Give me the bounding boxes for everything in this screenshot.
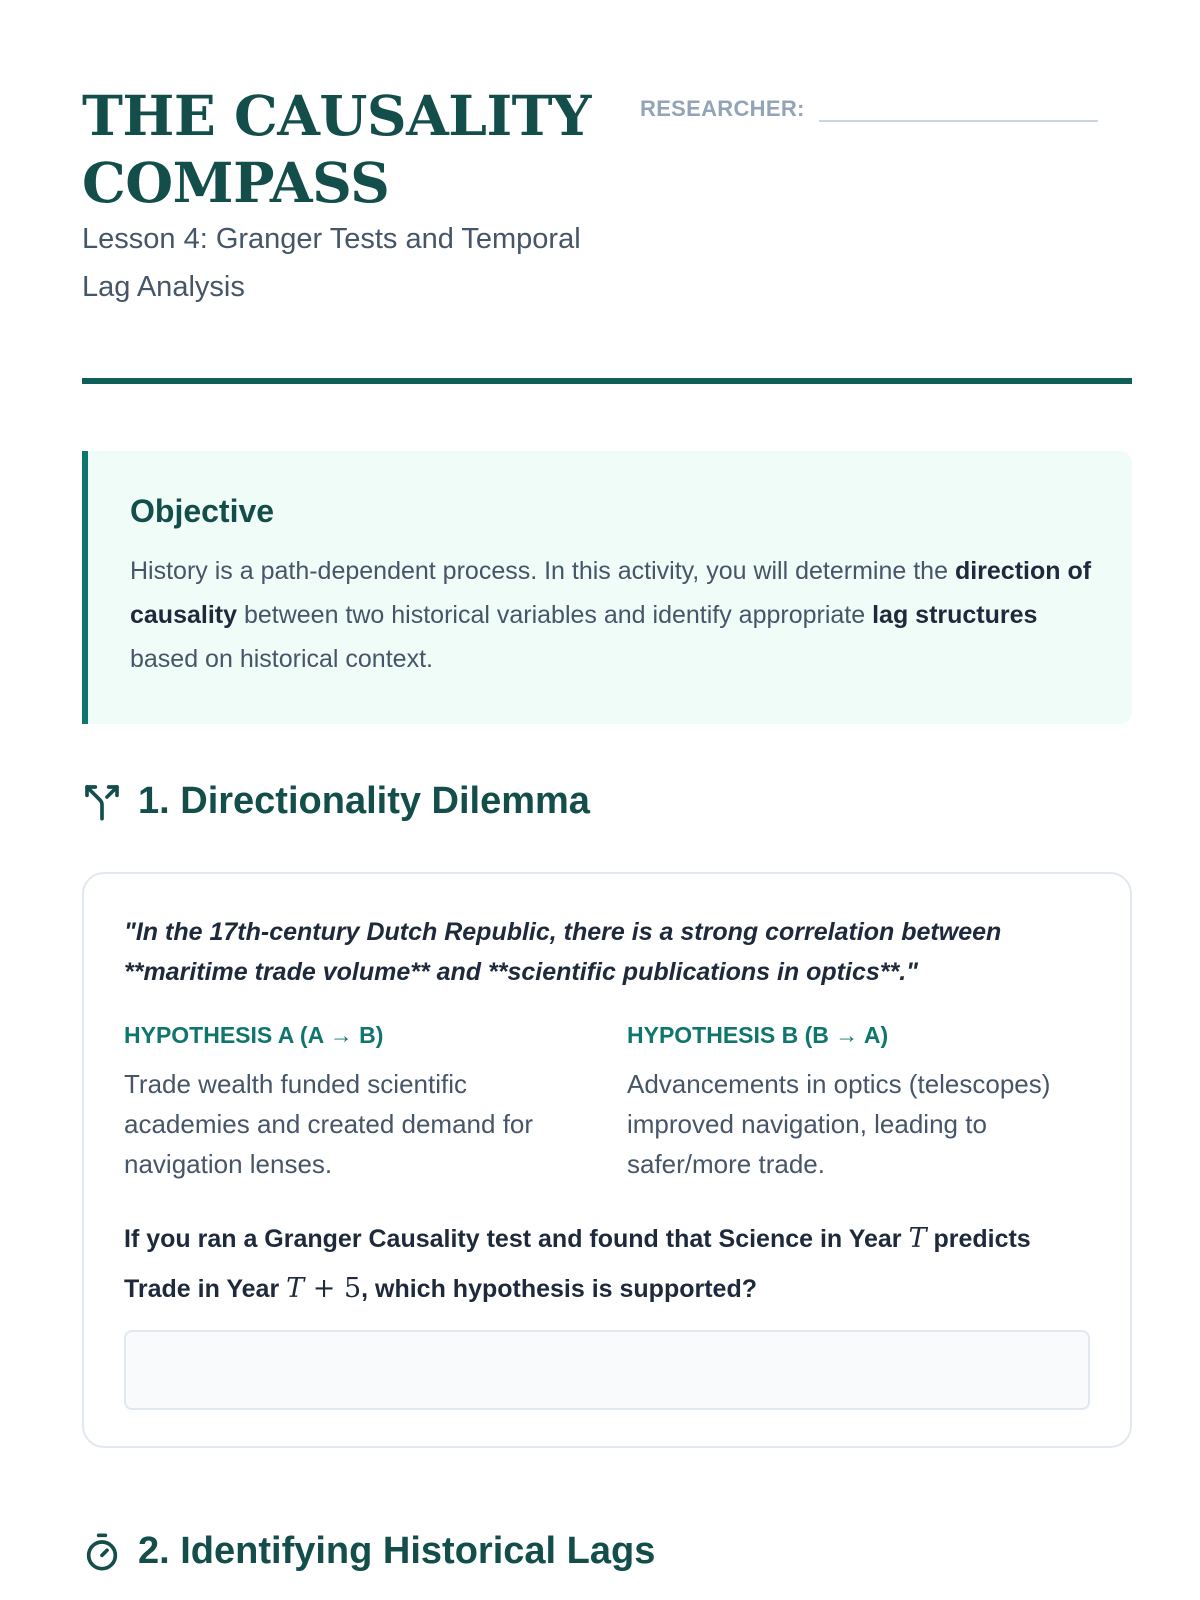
header-divider (82, 378, 1132, 384)
directionality-card (82, 872, 1132, 1448)
page-title (82, 82, 602, 216)
hypothesis-b-title: HYPOTHESIS B (B → A) (627, 1022, 889, 1048)
objective-bold-causality: direction of causality (130, 557, 1092, 629)
objective-text-part: based on historical context. (130, 645, 433, 673)
math-var-t: T (908, 1223, 927, 1254)
scenario-quote: "In the 17th-century Dutch Republic, there is a strong correlation between **maritime trade volume** and **scientific publications in optics**." (124, 918, 1002, 986)
section-1-heading (82, 780, 590, 823)
researcher-name-input[interactable] (819, 102, 1098, 122)
objective-text-part: between two historical variables and identify appropriate (237, 601, 873, 629)
title-line-2: COMPASS (82, 150, 390, 215)
title-line-1: THE CAUSALITY (82, 83, 591, 148)
math-var-t: T (286, 1273, 305, 1304)
section-2-title: 2. Identifying Historical Lags (138, 1530, 656, 1572)
granger-question (124, 1214, 1090, 1314)
question-text: predicts Trade in Year (124, 1225, 1031, 1303)
math-plus-five: + 5 (304, 1273, 362, 1304)
objective-bold-lag: lag structures (872, 601, 1038, 629)
split-arrow-icon (82, 782, 122, 822)
section-2-heading (82, 1530, 655, 1573)
hypotheses (124, 1018, 1090, 1184)
stopwatch-icon (82, 1532, 122, 1572)
header (82, 0, 1098, 384)
hypothesis-a-title: HYPOTHESIS A (A → B) (124, 1022, 384, 1048)
objective-text (130, 549, 1092, 681)
section-1-title: 1. Directionality Dilemma (138, 780, 590, 822)
objective-box (82, 451, 1132, 724)
researcher-label: RESEARCHER: (640, 96, 805, 121)
question-text: , which hypothesis is supported? (361, 1275, 757, 1303)
hypothesis-b-body: Advancements in optics (telescopes) improved navigation, leading to safer/more trade. (627, 1069, 1051, 1179)
objective-heading: Objective (130, 493, 275, 529)
objective-text-part: History is a path-dependent process. In this activity, you will determine the (130, 557, 955, 585)
lesson-subtitle: Lesson 4: Granger Tests and Temporal Lag Analysis (82, 223, 581, 303)
hypothesis-a-body: Trade wealth funded scientific academies and created demand for navigation lenses. (124, 1069, 534, 1179)
hypothesis-b (627, 1018, 1090, 1184)
researcher-field[interactable] (640, 86, 1098, 122)
answer-input[interactable] (124, 1330, 1090, 1410)
question-text: If you ran a Granger Causality test and found that Science in Year (124, 1225, 909, 1253)
hypothesis-a (124, 1018, 587, 1184)
